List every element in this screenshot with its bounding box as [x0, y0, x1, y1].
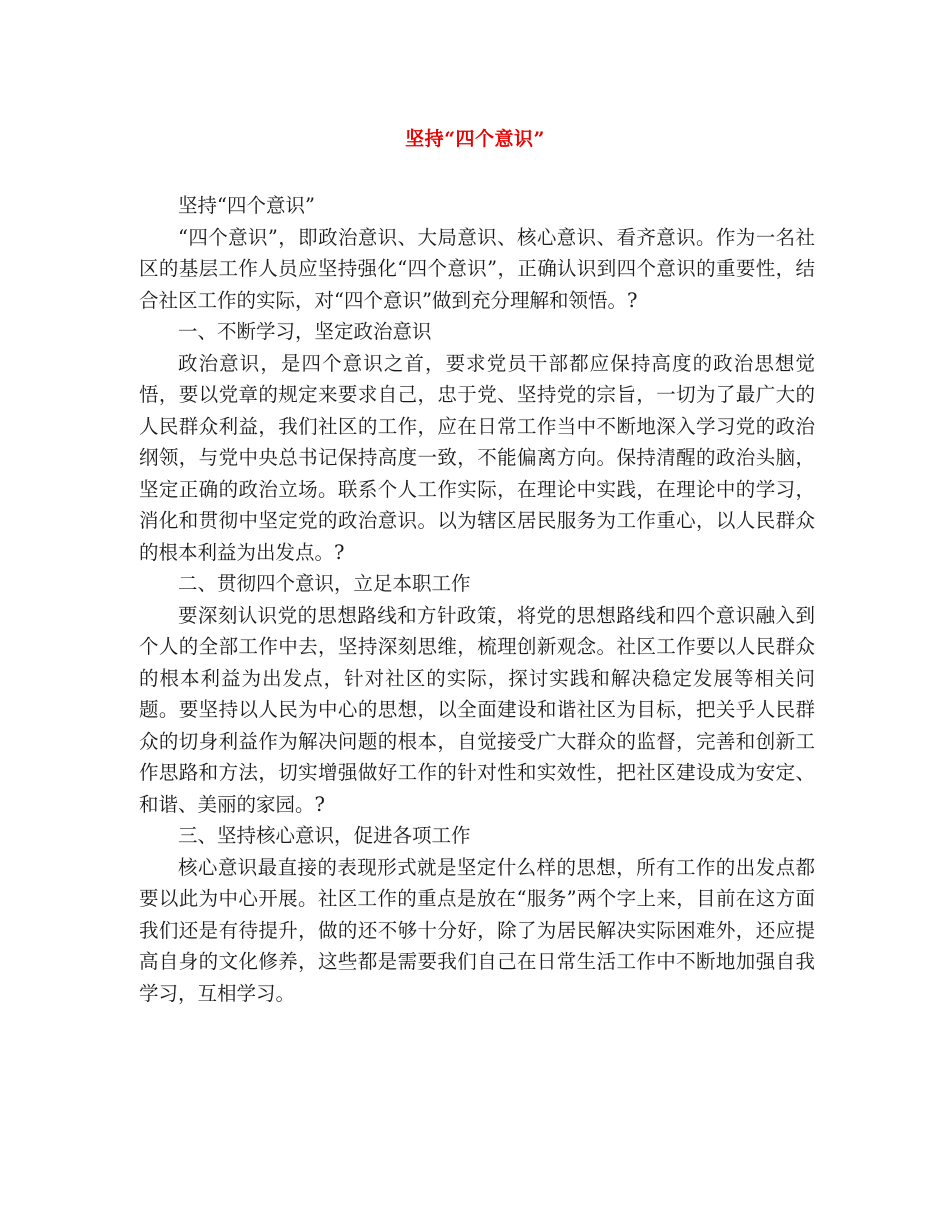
section-heading-1: 一、不断学习，坚定政治意识: [178, 320, 432, 343]
paragraph-section-3: 核心意识最直接的表现形式就是坚定什么样的思想，所有工作的出发点都要以此为中心开展。社区工作的重点是放在“服务”两个字上来，目前在这方面我们还是有待提升，做的还不够十分好，除了为居民解决实际困难外，还应提高自身的文化修养，这些都是需要我们自己在日常生活工作中不断地加强自我学习，互相学习。: [139, 855, 815, 1005]
document-body: [139, 190, 815, 1009]
paragraph-section-1: 政治意识，是四个意识之首，要求党员干部都应保持高度的政治思想觉悟，要以党章的规定来要求自己，忠于党、坚持党的宗旨，一切为了最广大的人民群众利益，我们社区的工作，应在日常工作当中不断地深入学习党的政治纲领，与党中央总书记保持高度一致，不能偏离方向。保持清醒的政治头脑，坚定正确的政治立场。联系个人工作实际，在理论中实践，在理论中的学习，消化和贯彻中坚定党的政治意识。以为辖区居民服务为工作重心，以人民群众的根本利益为出发点。?: [139, 351, 815, 564]
section-heading-2: 二、贯彻四个意识，立足本职工作: [178, 572, 471, 595]
section-heading-3: 三、坚持核心意识，促进各项工作: [178, 824, 471, 847]
paragraph-heading-repeat: 坚持“四个意识”: [178, 194, 315, 217]
document-title: 坚持“四个意识”: [405, 128, 545, 150]
paragraph-section-2: 要深刻认识党的思想路线和方针政策，将党的思想路线和四个意识融入到个人的全部工作中去，坚持深刻思维，梳理创新观念。社区工作要以人民群众的根本利益为出发点，针对社区的实际，探讨实践和解决稳定发展等相关问题。要坚持以人民为中心的思想，以全面建设和谐社区为目标，把关乎人民群众的切身利益作为解决问题的根本，自觉接受广大群众的监督，完善和创新工作思路和方法，切实增强做好工作的针对性和实效性，把社区建设成为安定、和谐、美丽的家园。?: [139, 603, 815, 816]
paragraph-intro: “四个意识”，即政治意识、大局意识、核心意识、看齐意识。作为一名社区的基层工作人员应坚持强化“四个意识”，正确认识到四个意识的重要性，结合社区工作的实际，对“四个意识”做到充分理解和领悟。?: [139, 225, 815, 312]
